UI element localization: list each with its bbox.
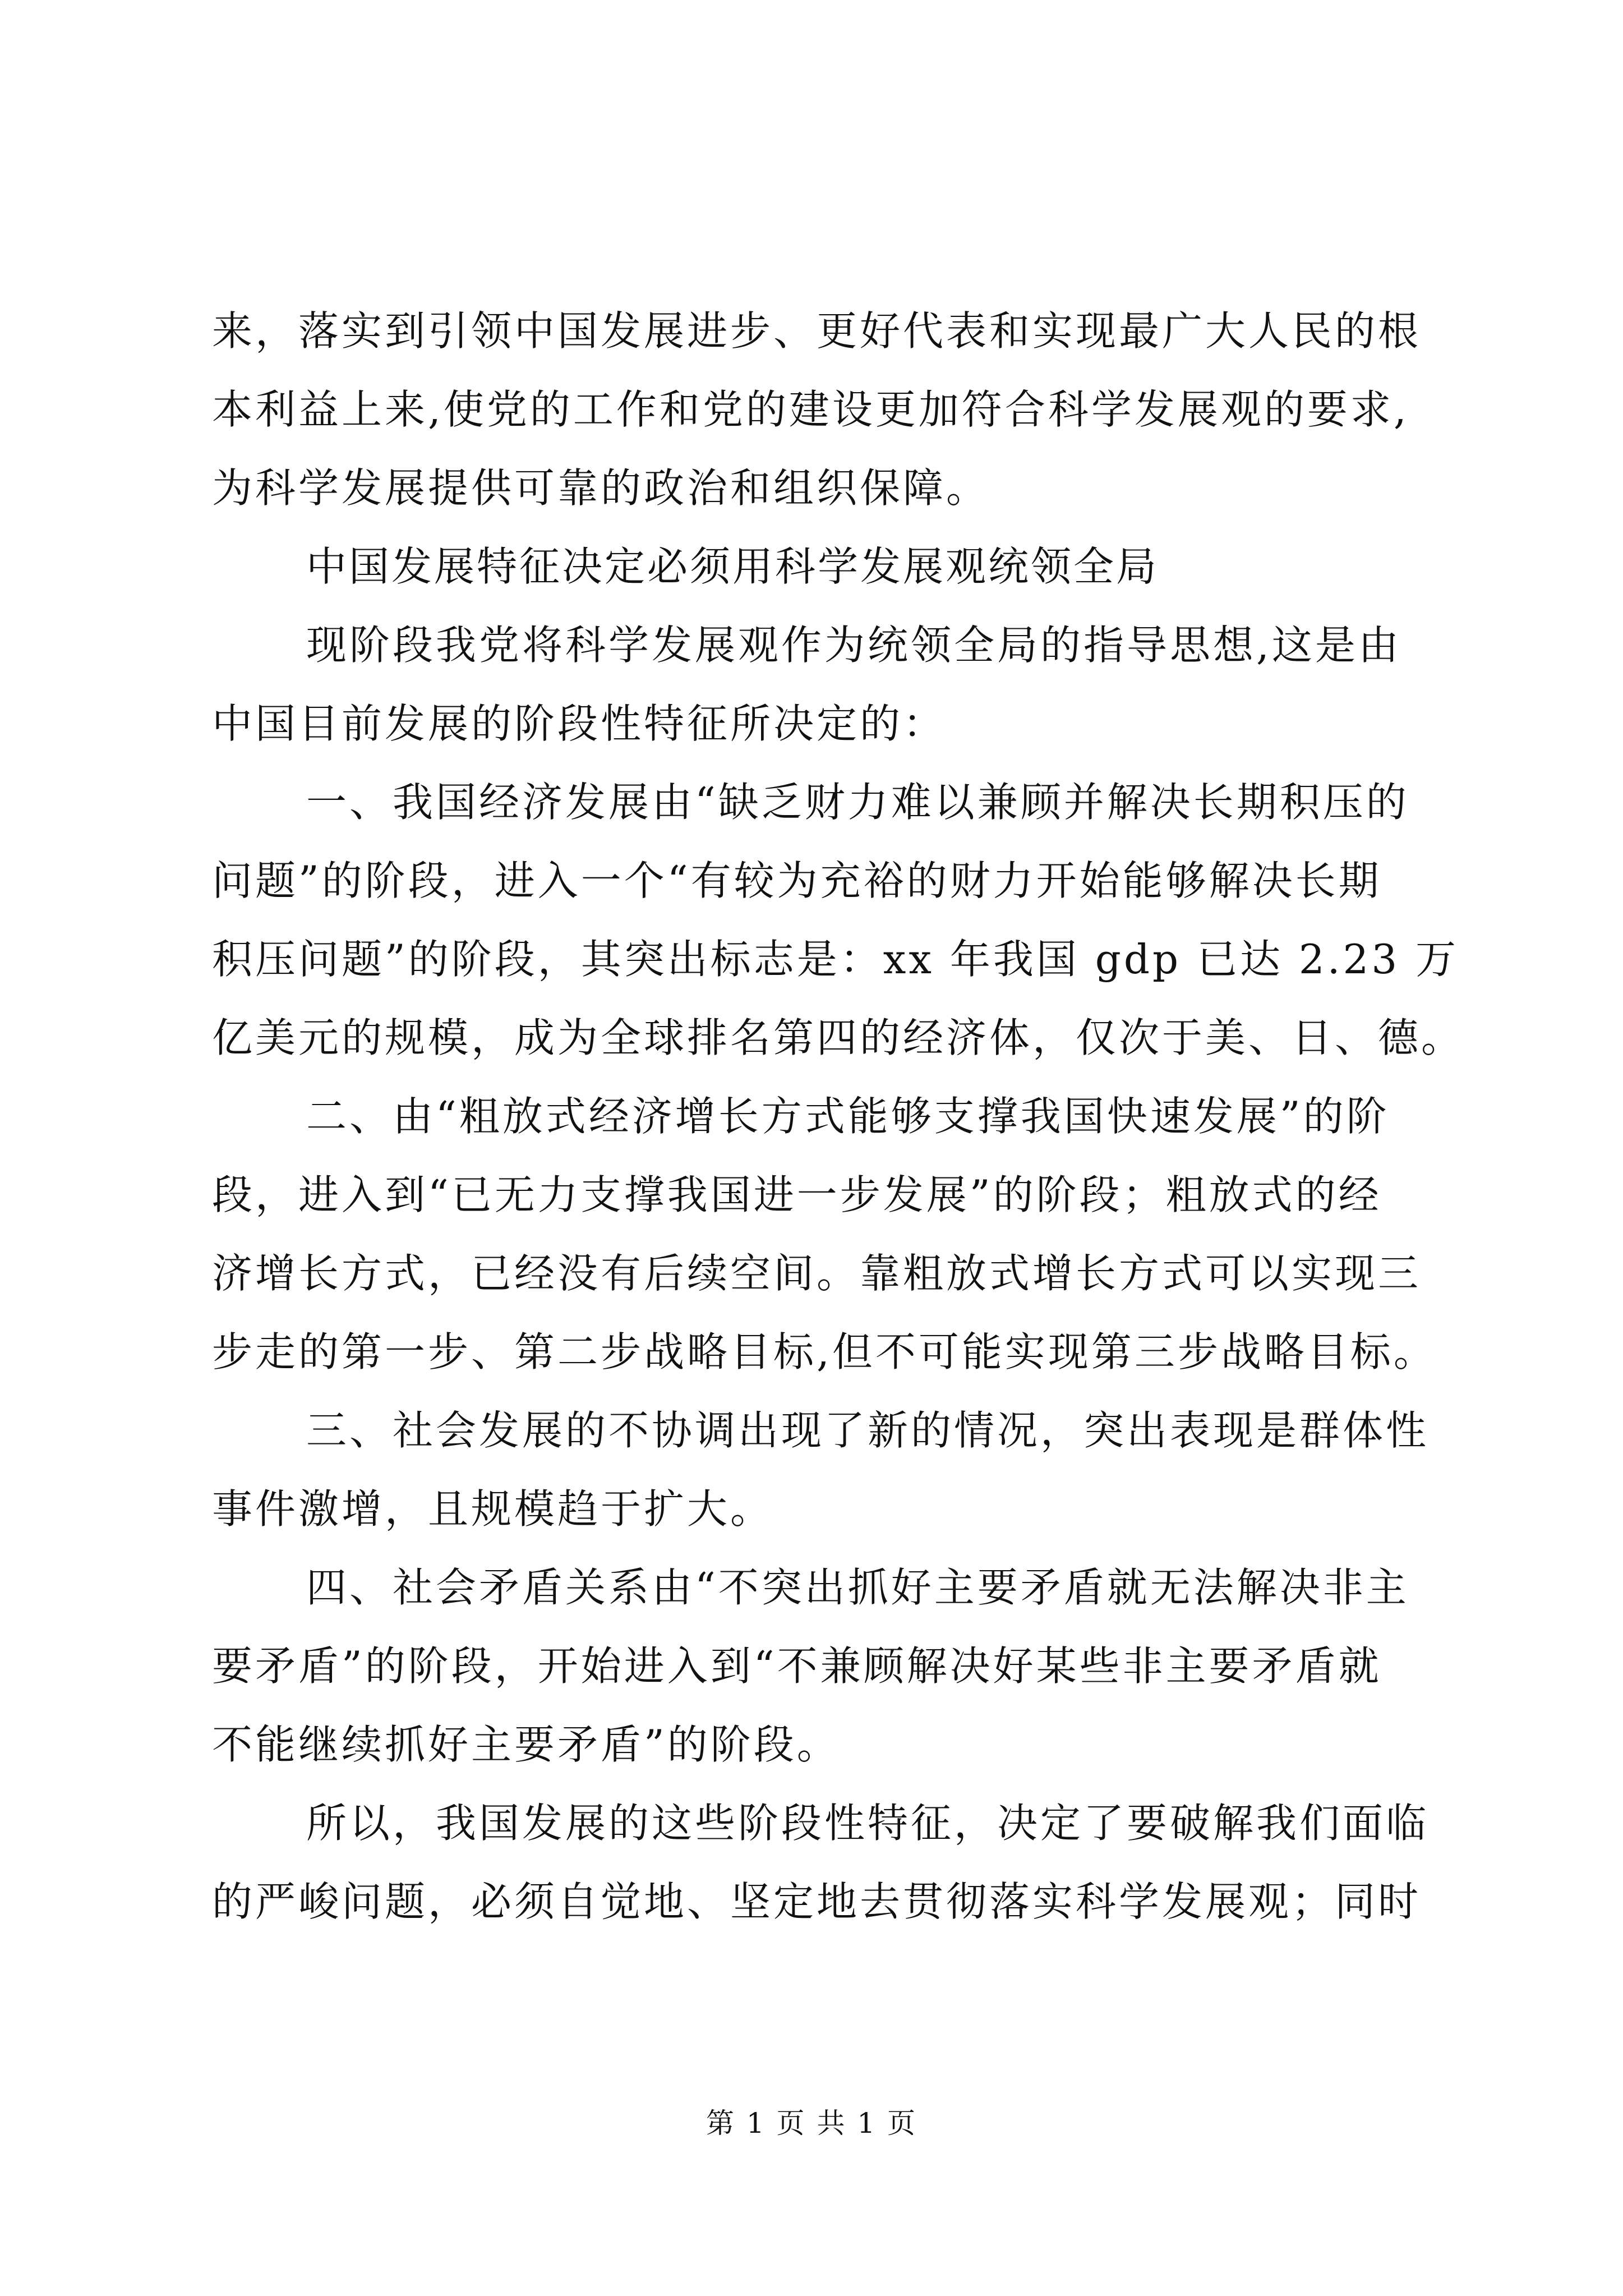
text-line: 的严峻问题，必须自觉地、坚定地去贯彻落实科学发展观；同时 xyxy=(212,1878,1422,1925)
section-heading xyxy=(212,527,1417,606)
text-line: 不能继续抓好主要矛盾”的阶段。 xyxy=(212,1721,840,1768)
text-line: 来，落实到引领中国发展进步、更好代表和实现最广大人民的根 xyxy=(212,307,1422,355)
text-line: 四、社会矛盾关系由“不突出抓好主要矛盾就无法解决非主 xyxy=(306,1564,1409,1611)
paragraph-conclusion xyxy=(212,1784,1430,1941)
document-body xyxy=(212,292,1465,1941)
text-line: 济增长方式，已经没有后续空间。靠粗放式增长方式可以实现三 xyxy=(212,1250,1422,1297)
text-line: 中国目前发展的阶段性特征所决定的： xyxy=(212,700,947,747)
text-line: 所以，我国发展的这些阶段性特征，决定了要破解我们面临 xyxy=(306,1800,1430,1847)
page-footer xyxy=(0,2104,1623,2143)
paragraph-point-three xyxy=(212,1391,1430,1548)
text-line: 要矛盾”的阶段，开始进入到“不兼顾解决好某些非主要矛盾就 xyxy=(212,1642,1382,1690)
text-line: 事件激增，且规模趋于扩大。 xyxy=(212,1485,774,1533)
paragraph-point-one xyxy=(212,763,1465,1077)
text-line: 问题”的阶段，进入一个“有较为充裕的财力开始能够解决长期 xyxy=(212,857,1382,904)
text-line: 本利益上来,使党的工作和党的建设更加符合科学发展观的要求, xyxy=(212,386,1409,433)
text-line: 现阶段我党将科学发展观作为统领全局的指导思想,这是由 xyxy=(306,622,1401,669)
text-line: 一、我国经济发展由“缺乏财力难以兼顾并解决长期积压的 xyxy=(306,779,1409,826)
text-line: 亿美元的规模，成为全球排名第四的经济体，仅次于美、日、德。 xyxy=(212,1014,1465,1061)
paragraph-point-two xyxy=(212,1077,1437,1391)
paragraph-intro xyxy=(212,606,1417,763)
page-number-label: 第 1 页 共 1 页 xyxy=(706,2107,917,2139)
text-line: 步走的第一步、第二步战略目标,但不可能实现第三步战略目标。 xyxy=(212,1328,1437,1375)
paragraph-continuation xyxy=(212,292,1422,527)
text-line: 积压问题”的阶段，其突出标志是：xx 年我国 gdp 已达 2.23 万 xyxy=(212,936,1459,983)
text-line: 二、由“粗放式经济增长方式能够支撑我国快速发展”的阶 xyxy=(306,1093,1390,1140)
paragraph-point-four xyxy=(212,1548,1417,1784)
text-line: 为科学发展提供可靠的政治和组织保障。 xyxy=(212,464,990,512)
section-heading-text: 中国发展特征决定必须用科学发展观统领全局 xyxy=(306,543,1159,590)
text-line: 段，进入到“已无力支撑我国进一步发展”的阶段；粗放式的经 xyxy=(212,1171,1382,1218)
text-line: 三、社会发展的不协调出现了新的情况，突出表现是群体性 xyxy=(306,1407,1430,1454)
